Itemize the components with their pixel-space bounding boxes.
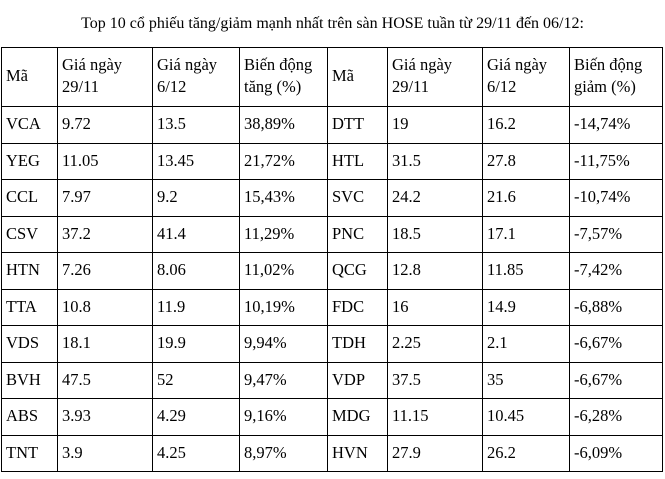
gainer-price-1-cell: 7.97 bbox=[58, 180, 153, 217]
gainer-change-cell: 11,29% bbox=[240, 216, 328, 253]
loser-symbol-cell: FDC bbox=[328, 289, 388, 326]
table-row bbox=[2, 107, 663, 144]
gainer-price-1-cell: 18.1 bbox=[58, 326, 153, 363]
gainer-price-1-cell: 37.2 bbox=[58, 216, 153, 253]
loser-price-2-cell: 17.1 bbox=[483, 216, 570, 253]
gainer-price-2-cell: 4.25 bbox=[153, 435, 240, 472]
gainer-symbol-cell: CSV bbox=[2, 216, 58, 253]
loser-price-2-cell: 10.45 bbox=[483, 399, 570, 436]
loser-change-cell: -6,67% bbox=[570, 362, 663, 399]
header-loser-price-1: Giá ngày 29/11 bbox=[388, 48, 483, 107]
loser-price-1-cell: 16 bbox=[388, 289, 483, 326]
header-loser-change: Biến động giảm (%) bbox=[570, 48, 663, 107]
loser-price-1-cell: 37.5 bbox=[388, 362, 483, 399]
loser-symbol-cell: HVN bbox=[328, 435, 388, 472]
gainer-price-1-cell: 9.72 bbox=[58, 107, 153, 144]
gainer-price-2-cell: 13.5 bbox=[153, 107, 240, 144]
loser-symbol-cell: DTT bbox=[328, 107, 388, 144]
loser-price-1-cell: 18.5 bbox=[388, 216, 483, 253]
header-loser-price-2: Giá ngày 6/12 bbox=[483, 48, 570, 107]
table-row bbox=[2, 326, 663, 363]
gainer-symbol-cell: BVH bbox=[2, 362, 58, 399]
loser-price-2-cell: 26.2 bbox=[483, 435, 570, 472]
gainer-change-cell: 9,94% bbox=[240, 326, 328, 363]
gainer-symbol-cell: YEG bbox=[2, 143, 58, 180]
loser-price-2-cell: 2.1 bbox=[483, 326, 570, 363]
gainer-price-1-cell: 11.05 bbox=[58, 143, 153, 180]
loser-symbol-cell: VDP bbox=[328, 362, 388, 399]
loser-price-1-cell: 19 bbox=[388, 107, 483, 144]
table-body bbox=[2, 107, 663, 472]
loser-symbol-cell: HTL bbox=[328, 143, 388, 180]
gainer-price-2-cell: 8.06 bbox=[153, 253, 240, 290]
gainer-price-2-cell: 19.9 bbox=[153, 326, 240, 363]
loser-change-cell: -6,28% bbox=[570, 399, 663, 436]
gainer-price-2-cell: 4.29 bbox=[153, 399, 240, 436]
gainer-price-1-cell: 7.26 bbox=[58, 253, 153, 290]
loser-price-1-cell: 2.25 bbox=[388, 326, 483, 363]
gainer-change-cell: 21,72% bbox=[240, 143, 328, 180]
header-gainer-price-2: Giá ngày 6/12 bbox=[153, 48, 240, 107]
loser-change-cell: -10,74% bbox=[570, 180, 663, 217]
gainer-symbol-cell: TTA bbox=[2, 289, 58, 326]
loser-price-1-cell: 24.2 bbox=[388, 180, 483, 217]
gainer-change-cell: 10,19% bbox=[240, 289, 328, 326]
loser-change-cell: -11,75% bbox=[570, 143, 663, 180]
table-row bbox=[2, 289, 663, 326]
gainer-price-2-cell: 9.2 bbox=[153, 180, 240, 217]
table-row bbox=[2, 435, 663, 472]
gainer-change-cell: 11,02% bbox=[240, 253, 328, 290]
header-gainer-change: Biến động tăng (%) bbox=[240, 48, 328, 107]
gainer-symbol-cell: HTN bbox=[2, 253, 58, 290]
gainer-change-cell: 9,16% bbox=[240, 399, 328, 436]
gainer-price-1-cell: 3.9 bbox=[58, 435, 153, 472]
loser-price-1-cell: 12.8 bbox=[388, 253, 483, 290]
stock-table bbox=[1, 47, 663, 472]
table-row bbox=[2, 216, 663, 253]
gainer-symbol-cell: ABS bbox=[2, 399, 58, 436]
loser-price-2-cell: 35 bbox=[483, 362, 570, 399]
table-row bbox=[2, 253, 663, 290]
loser-symbol-cell: SVC bbox=[328, 180, 388, 217]
loser-price-2-cell: 21.6 bbox=[483, 180, 570, 217]
table-row bbox=[2, 143, 663, 180]
loser-price-2-cell: 14.9 bbox=[483, 289, 570, 326]
loser-price-1-cell: 31.5 bbox=[388, 143, 483, 180]
gainer-change-cell: 15,43% bbox=[240, 180, 328, 217]
loser-change-cell: -7,57% bbox=[570, 216, 663, 253]
gainer-change-cell: 9,47% bbox=[240, 362, 328, 399]
gainer-symbol-cell: VCA bbox=[2, 107, 58, 144]
loser-price-2-cell: 16.2 bbox=[483, 107, 570, 144]
header-gainer-price-1: Giá ngày 29/11 bbox=[58, 48, 153, 107]
header-gainer-symbol: Mã bbox=[2, 48, 58, 107]
loser-price-2-cell: 27.8 bbox=[483, 143, 570, 180]
loser-change-cell: -6,67% bbox=[570, 326, 663, 363]
loser-symbol-cell: PNC bbox=[328, 216, 388, 253]
gainer-change-cell: 8,97% bbox=[240, 435, 328, 472]
table-title: Top 10 cổ phiếu tăng/giảm mạnh nhất trên sàn HOSE tuần từ 29/11 đến 06/12: bbox=[81, 15, 584, 32]
table-row bbox=[2, 399, 663, 436]
header-loser-symbol: Mã bbox=[328, 48, 388, 107]
loser-change-cell: -6,88% bbox=[570, 289, 663, 326]
gainer-price-1-cell: 47.5 bbox=[58, 362, 153, 399]
gainer-price-1-cell: 3.93 bbox=[58, 399, 153, 436]
loser-change-cell: -7,42% bbox=[570, 253, 663, 290]
loser-change-cell: -6,09% bbox=[570, 435, 663, 472]
table-row bbox=[2, 180, 663, 217]
gainer-price-2-cell: 11.9 bbox=[153, 289, 240, 326]
gainer-price-2-cell: 52 bbox=[153, 362, 240, 399]
loser-change-cell: -14,74% bbox=[570, 107, 663, 144]
gainer-price-1-cell: 10.8 bbox=[58, 289, 153, 326]
loser-price-2-cell: 11.85 bbox=[483, 253, 570, 290]
gainer-price-2-cell: 41.4 bbox=[153, 216, 240, 253]
gainer-symbol-cell: TNT bbox=[2, 435, 58, 472]
gainer-symbol-cell: VDS bbox=[2, 326, 58, 363]
gainer-price-2-cell: 13.45 bbox=[153, 143, 240, 180]
table-row bbox=[2, 362, 663, 399]
header-row bbox=[2, 48, 663, 107]
loser-symbol-cell: TDH bbox=[328, 326, 388, 363]
loser-price-1-cell: 11.15 bbox=[388, 399, 483, 436]
gainer-change-cell: 38,89% bbox=[240, 107, 328, 144]
loser-price-1-cell: 27.9 bbox=[388, 435, 483, 472]
loser-symbol-cell: MDG bbox=[328, 399, 388, 436]
loser-symbol-cell: QCG bbox=[328, 253, 388, 290]
gainer-symbol-cell: CCL bbox=[2, 180, 58, 217]
